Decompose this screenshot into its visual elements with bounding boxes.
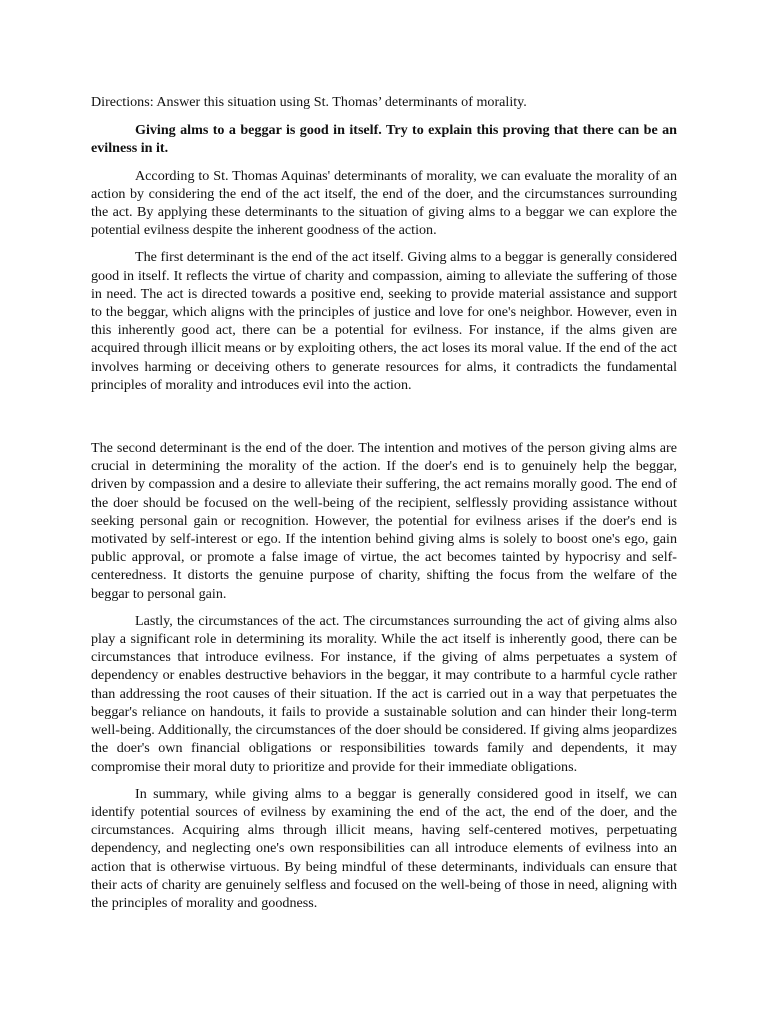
paragraph-circumstances: Lastly, the circumstances of the act. The circumstances surrounding the act of giving alms also play a significant role in determining its morality. While the act itself is inherently good, there can be circumstances that introduce evilness. For instance, if the giving of alms perpetuates a system of dependency or enables destructive behaviors in the beggar, it may contribute to a harmful cycle rather than addressing the root causes of their situation. If the act is carried out in a way that perpetuates the beggar's reliance on handouts, it fails to provide a sustainable solution and can hinder their long-term well-being. Additionally, the circumstances of the doer should be considered. If giving alms jeopardizes the doer's own financial obligations or responsibilities towards family and dependents, it may compromise their moral duty to prioritize and provide for their immediate obligations. <box>91 612 677 775</box>
paragraph-end-of-doer: The second determinant is the end of the doer. The intention and motives of the person giving alms are crucial in determining the morality of the action. If the doer's end is to genuinely help the beggar, driven by compassion and a desire to alleviate their suffering, the act remains morally good. The end of the doer should be focused on the well-being of the recipient, selflessly providing assistance without seeking personal gain or recognition. However, the potential for evilness arises if the doer's end is motivated by self-interest or ego. If the intention behind giving alms is solely to boost one's ego, gain public approval, or promote a false image of virtue, the act becomes tainted by hypocrisy and self-centeredness. It distorts the genuine purpose of charity, shifting the focus from the welfare of the beggar to personal gain. <box>91 440 677 602</box>
directions-text: Directions: Answer this situation using St. Thomas’ determinants of morality. <box>91 94 527 110</box>
paragraph-end-of-act: The first determinant is the end of the act itself. Giving alms to a beggar is generally considered good in itself. It reflects the virtue of charity and compassion, aiming to alleviate the suffering of those in need. The act is directed towards a positive end, seeking to provide material assistance and support to the beggar, which aligns with the principles of justice and love for one's neighbor. However, even in this inherently good act, there can be a potential for evilness. For instance, if the alms given are acquired through illicit means or by exploiting others, the act loses its moral value. If the end of the act involves harming or deceiving others to generate resources for alms, it contradicts the fundamental principles of morality and introduces evil into the action. <box>91 249 677 393</box>
paragraph-introduction: According to St. Thomas Aquinas' determinants of morality, we can evaluate the morality of an action by considering the end of the act itself, the end of the doer, and the circumstances surrounding the act. By applying these determinants to the situation of giving alms to a beggar we can explore the potential evilness despite the inherent goodness of the action. <box>91 167 677 239</box>
document-page <box>91 93 677 921</box>
paragraph-spacer <box>91 403 677 439</box>
question-heading: Giving alms to a beggar is good in itself. Try to explain this proving that there can be an evilness in it. <box>91 122 677 157</box>
paragraph-summary: In summary, while giving alms to a beggar is generally considered good in itself, we can identify potential sources of evilness by examining the end of the act, the end of the doer, and the circumstances. Acquiring alms through illicit means, having self-centered motives, perpetuating dependency, and neglecting one's own responsibilities can all introduce elements of evilness into an action that is otherwise virtuous. By being mindful of these determinants, individuals can ensure that their acts of charity are genuinely selfless and focused on the well-being of those in need, aligning with the principles of morality and goodness. <box>91 785 677 911</box>
